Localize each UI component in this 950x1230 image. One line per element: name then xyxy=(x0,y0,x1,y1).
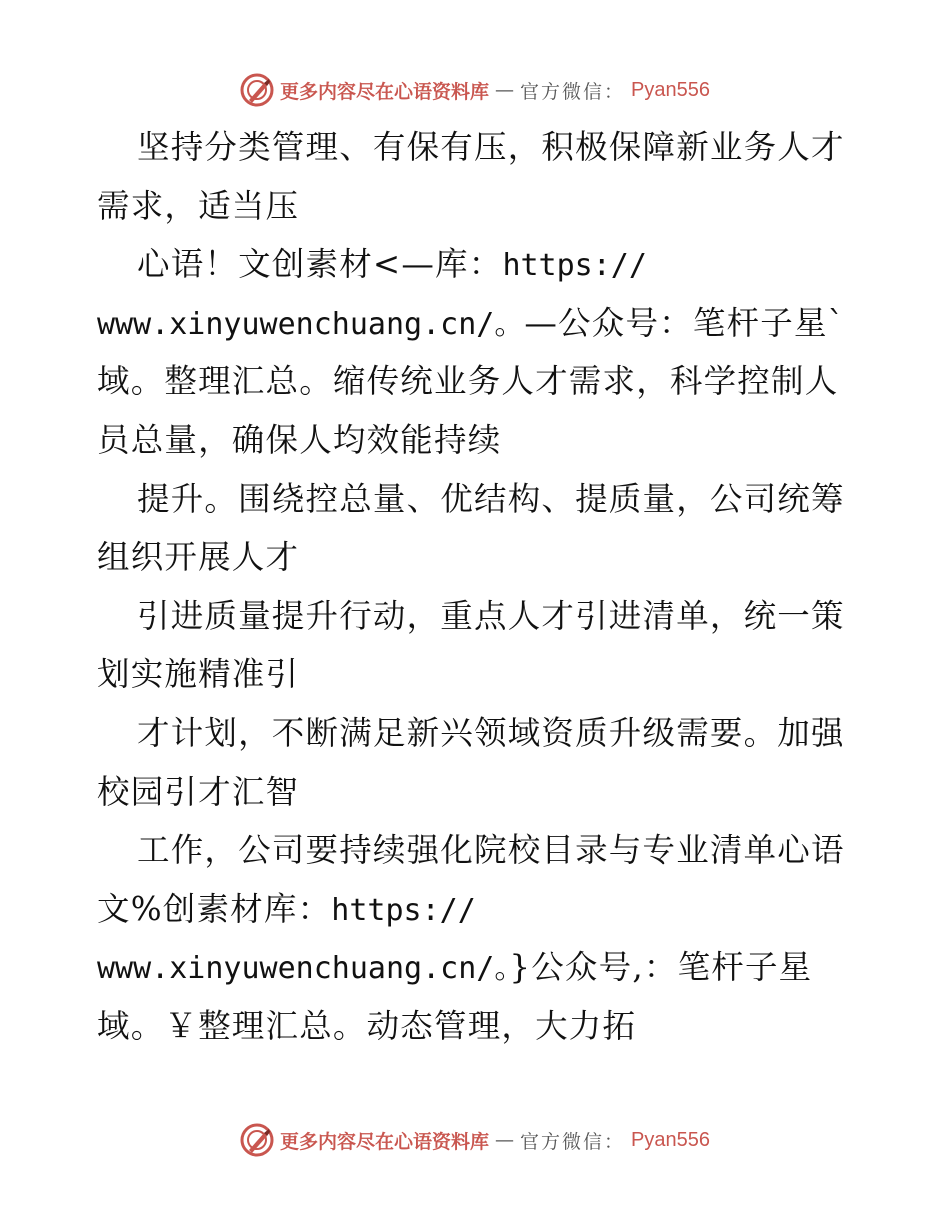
body-line-url: www.xinyuwenchuang.cn/。 xyxy=(97,306,525,342)
body-line: 划实施精准引 xyxy=(97,655,300,694)
footer-brand-text: 更多内容尽在心语资料库 xyxy=(280,1130,490,1153)
body-line: 工作，公司要持续强化院校目录与专业清单心语 xyxy=(137,831,845,870)
body-line xyxy=(97,235,857,294)
header-banner xyxy=(0,70,950,110)
footer-banner xyxy=(0,1120,950,1160)
footer-dash: — xyxy=(495,1129,515,1151)
xinyu-logo-icon xyxy=(240,73,274,107)
footer-wechat-label: 官方微信： xyxy=(520,1130,626,1153)
body-line: 才计划，不断满足新兴领域资质升级需要。加强 xyxy=(137,713,845,752)
body-line: 员总量，确保人均效能持续 xyxy=(97,420,502,459)
body-line-url-start: https:// xyxy=(502,248,647,284)
body-line: 引进质量提升行动，重点人才引进清单，统一策 xyxy=(137,596,845,635)
header-wechat-id: Pyan556 xyxy=(631,78,710,101)
body-line: 需求，适当压 xyxy=(97,186,300,225)
footer-wechat-id: Pyan556 xyxy=(631,1128,710,1151)
body-line: 域。整理汇总。缩传统业务人才需求，科学控制人 xyxy=(97,362,839,401)
header-brand-text: 更多内容尽在心语资料库 xyxy=(280,80,490,103)
body-line: 域。￥整理汇总。动态管理，大力拓 xyxy=(97,1006,637,1045)
body-line-text: —公众号：笔杆子星` xyxy=(524,303,846,342)
header-dash: — xyxy=(495,79,515,101)
body-line-text: }公众号,：笔杆子星 xyxy=(509,948,813,987)
header-wechat-label: 官方微信： xyxy=(520,80,626,103)
body-line-url: www.xinyuwenchuang.cn/。 xyxy=(97,951,510,987)
body-line: 组织开展人才 xyxy=(97,538,300,577)
body-line xyxy=(97,880,857,939)
document-body xyxy=(97,118,857,1056)
body-line: 校园引才汇智 xyxy=(97,772,300,811)
body-line xyxy=(97,938,857,997)
xinyu-logo-icon xyxy=(240,1123,274,1157)
body-line xyxy=(97,294,857,353)
body-line: 坚持分类管理、有保有压，积极保障新业务人才 xyxy=(137,128,845,166)
body-line-text: 文%创素材库： xyxy=(97,889,332,928)
body-line: 提升。围绕控总量、优结构、提质量，公司统筹 xyxy=(137,479,845,518)
body-line-url-start: https:// xyxy=(331,892,476,928)
body-line-text: 心语！文创素材<—库： xyxy=(137,245,503,284)
